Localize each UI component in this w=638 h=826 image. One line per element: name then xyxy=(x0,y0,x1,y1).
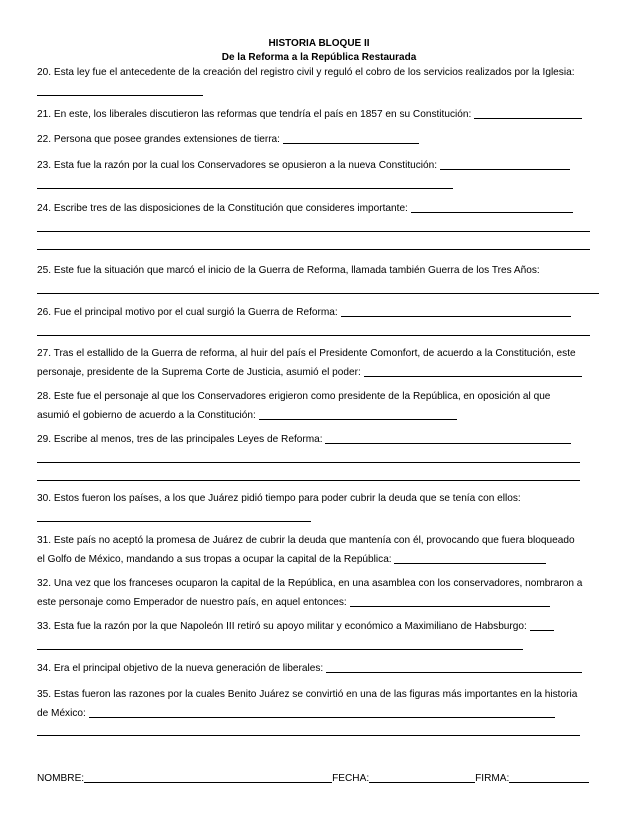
signature-footer xyxy=(37,770,602,789)
firma-label: FIRMA: xyxy=(475,773,510,784)
question-21 xyxy=(37,106,602,125)
question-35-text-line2: de México: xyxy=(37,707,86,719)
question-23 xyxy=(37,157,602,194)
question-20-text: 20. Esta ley fue el antecedente de la creación del registro civil y reguló el cobro de los servicios realizados por la Iglesia: xyxy=(37,67,575,78)
fecha-label: FECHA: xyxy=(332,773,370,784)
question-33 xyxy=(37,618,602,655)
fecha-field[interactable] xyxy=(369,770,475,783)
answer-blank-29-line3[interactable] xyxy=(37,468,580,481)
question-30-text: 30. Estos fueron los países, a los que Juárez pidió tiempo para poder cubrir la deuda que se tenía con ellos: xyxy=(37,493,521,504)
question-28 xyxy=(37,388,602,425)
answer-blank-22[interactable] xyxy=(283,131,419,144)
question-30 xyxy=(37,490,602,527)
answer-blank-35-line2[interactable] xyxy=(37,723,580,736)
question-23-text: 23. Esta fue la razón por la cual los Conservadores se opusieron a la nueva Constitución: xyxy=(37,160,438,171)
question-28-text-line2: asumió el gobierno de acuerdo a la Constitución: xyxy=(37,409,256,421)
question-35 xyxy=(37,686,602,742)
answer-blank-26[interactable] xyxy=(341,304,571,317)
answer-blank-25[interactable] xyxy=(37,281,599,294)
question-34-text: 34. Era el principal objetivo de la nueva generación de liberales: xyxy=(37,663,324,674)
answer-blank-33-line2[interactable] xyxy=(37,637,523,650)
answer-blank-28[interactable] xyxy=(259,407,457,420)
answer-blank-23-line2[interactable] xyxy=(37,176,453,189)
question-26 xyxy=(37,304,602,341)
answer-blank-24-line2[interactable] xyxy=(37,219,590,232)
question-26-text: 26. Fue el principal motivo por el cual surgió la Guerra de Reforma: xyxy=(37,307,338,318)
question-32 xyxy=(37,575,602,612)
question-27-text-line1: 27. Tras el estallido de la Guerra de reforma, al huir del país el Presidente Comonfort, de acuerdo a la Constitución, este xyxy=(37,348,576,359)
question-27 xyxy=(37,345,602,382)
answer-blank-24[interactable] xyxy=(411,200,573,213)
answer-blank-30[interactable] xyxy=(37,509,311,522)
question-27-text-line2: personaje, presidente de la Suprema Corte de Justicia, asumió el poder: xyxy=(37,366,361,378)
question-29 xyxy=(37,431,602,487)
worksheet-subtitle: De la Reforma a la República Restaurada xyxy=(221,52,417,63)
answer-blank-21[interactable] xyxy=(474,106,582,119)
question-33-text: 33. Esta fue la razón por la que Napoleón III retiró su apoyo militar y económico a Maximiliano de Habsburgo: xyxy=(37,621,527,632)
question-24 xyxy=(37,200,602,256)
question-25 xyxy=(37,262,602,299)
worksheet-title: HISTORIA BLOQUE II xyxy=(268,38,370,49)
question-20 xyxy=(37,64,602,101)
answer-blank-32[interactable] xyxy=(350,594,550,607)
question-32-text-line1: 32. Una vez que los franceses ocuparon la capital de la República, en una asamblea con los conservadores, nombraron a xyxy=(37,578,583,589)
question-32-text-line2: este personaje como Emperador de nuestro país, en aquel entonces: xyxy=(37,596,347,608)
answer-blank-29[interactable] xyxy=(325,431,571,444)
question-22 xyxy=(37,131,602,150)
nombre-field[interactable] xyxy=(84,770,332,783)
question-25-text: 25. Este fue la situación que marcó el inicio de la Guerra de Reforma, llamada también Guerra de los Tres Años: xyxy=(37,265,540,276)
question-31-text-line2: el Golfo de México, mandando a sus tropas a ocupar la capital de la República: xyxy=(37,553,392,565)
answer-blank-33[interactable] xyxy=(530,618,554,631)
question-24-text: 24. Escribe tres de las disposiciones de la Constitución que consideres importante: xyxy=(37,203,408,214)
answer-blank-27[interactable] xyxy=(364,364,582,377)
answer-blank-24-line3[interactable] xyxy=(37,237,590,250)
question-34 xyxy=(37,660,602,679)
question-31-text-line1: 31. Este país no aceptó la promesa de Juárez de cubrir la deuda que mantenía con él, provocando que fuera bloqueado xyxy=(37,535,575,546)
answer-blank-20[interactable] xyxy=(37,83,203,96)
answer-blank-34[interactable] xyxy=(326,660,582,673)
answer-blank-23[interactable] xyxy=(440,157,570,170)
answer-blank-26-line2[interactable] xyxy=(37,323,590,336)
firma-field[interactable] xyxy=(509,770,589,783)
question-29-text: 29. Escribe al menos, tres de las principales Leyes de Reforma: xyxy=(37,434,323,445)
question-21-text: 21. En este, los liberales discutieron las reformas que tendría el país en 1857 en su Constitución: xyxy=(37,109,472,120)
answer-blank-29-line2[interactable] xyxy=(37,450,580,463)
answer-blank-35[interactable] xyxy=(89,705,555,718)
question-22-text: 22. Persona que posee grandes extensiones de tierra: xyxy=(37,134,280,145)
answer-blank-31[interactable] xyxy=(394,551,546,564)
question-28-text-line1: 28. Este fue el personaje al que los Conservadores erigieron como presidente de la República, en oposición al que xyxy=(37,391,551,402)
question-31 xyxy=(37,532,602,569)
question-35-text-line1: 35. Estas fueron las razones por la cuales Benito Juárez se convirtió en una de las figuras más importantes en la historia xyxy=(37,689,578,700)
nombre-label: NOMBRE: xyxy=(37,773,85,784)
